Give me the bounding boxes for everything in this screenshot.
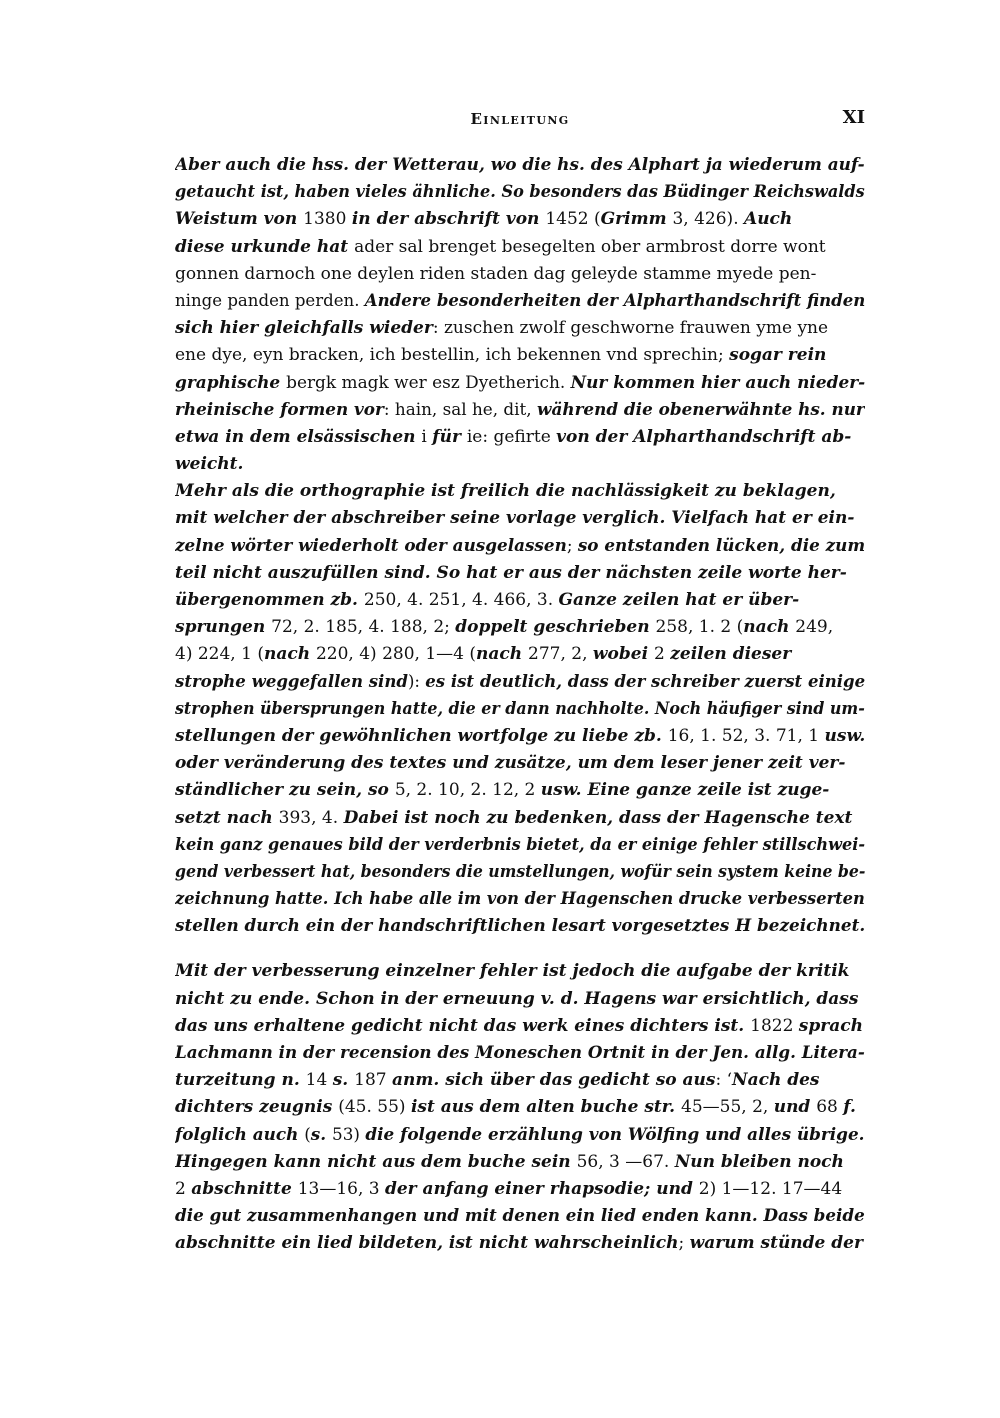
italic-run: Auch (744, 209, 793, 230)
text-line (175, 669, 865, 696)
italic-run: von der Alpharthandschrift ab- (556, 426, 852, 447)
roman-run: 68 (816, 1097, 844, 1118)
italic-run: usw. (824, 725, 865, 746)
italic-run: sprungen (175, 617, 272, 638)
italic-run: wobei (592, 644, 654, 665)
text-line (175, 886, 865, 913)
text-line (175, 1203, 865, 1230)
text-line (175, 723, 865, 750)
italic-run: abschnitte (191, 1178, 298, 1199)
text-line (175, 614, 865, 641)
italic-run: getaucht ist, haben vieles ähnliche. So besonders das Büdinger Reichswalds (175, 182, 865, 203)
italic-run: abschnitte ein lied bildeten, ist nicht wahrscheinlich (175, 1233, 679, 1254)
text-line (175, 1040, 865, 1067)
roman-run: : ‘ (715, 1070, 733, 1091)
text-line (175, 587, 865, 614)
roman-run: 14 (305, 1070, 333, 1091)
roman-run: 220, 4) 280, 1—4 ( (315, 644, 477, 665)
italic-run: während die obenerwähnte hs. nur (536, 399, 865, 420)
italic-run: kein ganz genaues bild der verderbnis bietet, da er einige fehler stillschwei- (175, 834, 865, 855)
italic-run: zeichnung hatte. Ich habe alle im von der Hagenschen drucke verbesserten (175, 889, 865, 910)
italic-run: nicht zu ende. Schon in der erneuung v. d. Hagens war ersichtlich, dass (175, 988, 859, 1009)
roman-run: 187 (354, 1070, 392, 1091)
page-header (175, 107, 865, 140)
italic-run: Mehr als die orthographie ist freilich die nachlässigkeit zu beklagen, (175, 481, 836, 502)
italic-run: setzt nach (175, 807, 279, 828)
roman-run: 2 (653, 644, 671, 665)
italic-run: der anfang einer rhapsodie; und (384, 1178, 699, 1199)
italic-run: nach (476, 644, 529, 665)
text-line (175, 859, 865, 886)
text-line (175, 288, 865, 315)
text-line (175, 505, 865, 532)
italic-run: Aber auch die hss. der Wetterau, wo die hs. des Alphart ja wiederum auf- (175, 155, 865, 175)
roman-run: ninge panden perden. (175, 290, 365, 311)
text-line (175, 1067, 865, 1094)
roman-run: 53) (332, 1124, 366, 1145)
text-line (175, 560, 865, 587)
text-line (175, 1149, 865, 1176)
italic-run: teil nicht auszufüllen sind. So hat er aus der nächsten zeile worte her- (175, 562, 847, 583)
italic-run: Grimm (600, 209, 673, 230)
italic-run: strophe weggefallen sind (175, 671, 408, 692)
text-line (175, 315, 865, 342)
text-line (175, 1176, 865, 1203)
italic-run: s. (310, 1124, 333, 1145)
text-line (175, 206, 865, 233)
text-line (175, 696, 865, 723)
roman-run: 3, 426). (672, 209, 744, 230)
italic-run: Weistum von (175, 209, 304, 230)
italic-run: zelne wörter wiederholt oder ausgelassen (175, 535, 567, 556)
roman-run: 5, 2. 10, 2. 12, 2 (394, 780, 541, 801)
italic-run: die gut zusammenhangen und mit denen ein lied enden kann. Dass beide (175, 1206, 865, 1227)
italic-run: Nun bleiben noch (674, 1151, 844, 1172)
italic-run: etwa in dem elsässischen (175, 426, 422, 447)
text-line (175, 179, 865, 206)
text-line (175, 533, 865, 560)
italic-run: die folgende erzählung von Wölfing und alles übrige. (365, 1124, 865, 1145)
roman-run: i (421, 426, 433, 447)
text-line (175, 370, 865, 397)
roman-run: 277, 2, (528, 644, 593, 665)
italic-run: übergenommen zb. (175, 590, 364, 610)
italic-run: diese urkunde hat (175, 236, 355, 257)
italic-run: Andere besonderheiten der Alpharthandschrift finden (364, 290, 865, 311)
text-line (175, 805, 865, 832)
roman-run: 258, 1. 2 ( (655, 617, 744, 638)
text-line (175, 750, 865, 777)
text-line (175, 152, 865, 179)
italic-run: Dabei ist noch zu bedenken, dass der Hagensche text (343, 807, 853, 828)
italic-run: dichters zeugnis (175, 1097, 339, 1118)
text-line (175, 1230, 865, 1257)
italic-run: in der abschrift von (351, 209, 546, 230)
italic-run: nach (743, 617, 796, 638)
roman-run: ; (678, 1233, 690, 1254)
italic-run: Nur kommen hier auch nieder- (570, 372, 865, 393)
roman-run: 1380 (303, 209, 352, 230)
italic-run: mit welcher der abschreiber seine vorlage verglich. Vielfach hat er ein- (175, 508, 855, 529)
italic-run: Hingegen kann nicht aus dem buche sein (175, 1151, 577, 1172)
italic-run: für (432, 426, 467, 447)
roman-run: 393, 4. (278, 807, 344, 828)
italic-run: graphische (175, 372, 287, 393)
text-line (175, 958, 865, 985)
italic-run: doppelt geschrieben (455, 617, 656, 638)
italic-run: ist aus dem alten buche str. (410, 1097, 681, 1118)
text-line (175, 1013, 865, 1040)
italic-run: gend verbessert hat, besonders die umstellungen, wofür sein system keine be- (175, 861, 865, 882)
roman-run: bergk magk wer esz Dyetherich. (286, 372, 571, 393)
roman-run: ie: gefirte (466, 426, 557, 447)
roman-run: 16, 1. 52, 3. 71, 1 (667, 725, 825, 746)
italic-run: Lachmann in der recension des Moneschen Ortnit in der Jen. allg. Litera- (175, 1043, 865, 1063)
italic-run: es ist deutlich, dass der schreiber zuerst einige (425, 671, 865, 692)
italic-run: sprach (798, 1015, 863, 1036)
roman-run: (45. 55) (338, 1097, 411, 1118)
italic-run: anm. sich über das gedicht so aus (392, 1070, 716, 1091)
italic-run: sogar rein (729, 345, 827, 366)
italic-run: folglich auch (175, 1124, 305, 1145)
text-line (175, 777, 865, 804)
text-line (175, 478, 865, 505)
roman-run: 13—16, 3 (297, 1178, 385, 1199)
roman-run: ): (407, 671, 426, 692)
italic-run: Ganze zeilen hat er über- (558, 590, 800, 610)
roman-run: : hain, sal he, dit, (383, 399, 537, 420)
text-line (175, 234, 865, 261)
italic-run: f. (843, 1097, 856, 1118)
text-line (175, 397, 865, 424)
roman-run: 56, 3 —67. (576, 1151, 675, 1172)
text-line (175, 261, 865, 288)
italic-run: stellen durch ein der handschriftlichen lesart vorgesetztes H bezeichnet. (175, 916, 865, 937)
text-line (175, 451, 865, 478)
roman-run: 72, 2. 185, 4. 188, 2; (271, 617, 456, 638)
roman-run: ader sal brenget besegelten ober armbrost dorre wont (354, 236, 826, 257)
text-line (175, 342, 865, 369)
italic-run: warum stünde der (689, 1233, 863, 1254)
text-line (175, 832, 865, 859)
roman-run: ; (566, 535, 578, 556)
text-line (175, 913, 865, 940)
text-line (175, 1094, 865, 1121)
running-head: Einleitung (470, 110, 570, 128)
italic-run: weicht. (175, 454, 244, 475)
roman-run: 1452 ( (545, 209, 601, 230)
text-line (175, 424, 865, 451)
roman-run: ene dye, eyn bracken, ich bestellin, ich bekennen vnd sprechin; (175, 345, 730, 366)
italic-run: stellungen der gewöhnlichen wortfolge zu liebe zb. (175, 725, 668, 746)
italic-run: zeilen dieser (670, 644, 792, 665)
roman-run: 4) 224, 1 ( (175, 644, 264, 665)
italic-run: strophen übersprungen hatte, die er dann nachholte. Noch häufiger sind um- (175, 698, 865, 719)
page-number: XI (842, 107, 865, 128)
italic-run: s. (332, 1070, 355, 1091)
italic-run: usw. Eine ganze zeile ist zuge- (540, 780, 830, 801)
body-text (175, 152, 865, 1258)
italic-run: und (773, 1097, 817, 1118)
italic-run: rheinische formen vor (175, 399, 384, 420)
roman-run: 249, (795, 617, 834, 638)
italic-run: ständlicher zu sein, so (175, 780, 395, 801)
italic-run: oder veränderung des textes und zusätze, um dem leser jener zeit ver- (175, 753, 846, 774)
italic-run: Nach des (732, 1070, 820, 1091)
paragraph-gap (175, 940, 865, 958)
italic-run: turzeitung n. (175, 1070, 306, 1091)
roman-run: 2) 1—12. 17—44 (698, 1178, 843, 1199)
text-line (175, 1122, 865, 1149)
italic-run: so entstanden lücken, die zum (577, 535, 865, 556)
italic-run: Mit der verbesserung einzelner fehler ist jedoch die aufgabe der kritik (175, 961, 850, 982)
italic-run: nach (263, 644, 316, 665)
roman-run: 250, 4. 251, 4. 466, 3. (363, 590, 559, 610)
roman-run: 2 (175, 1178, 192, 1199)
roman-run: 45—55, 2, (681, 1097, 774, 1118)
roman-run: ( (304, 1124, 311, 1145)
roman-run: gonnen darnoch one deylen riden staden dag geleyde stamme myede pen- (175, 263, 817, 284)
italic-run: das uns erhaltene gedicht nicht das werk eines dichters ist. (175, 1015, 751, 1036)
roman-run: 1822 (750, 1015, 799, 1036)
text-line (175, 641, 865, 668)
italic-run: sich hier gleichfalls wieder (175, 318, 433, 339)
roman-run: : zuschen zwolf geschworne frauwen yme yne (432, 318, 829, 339)
text-line (175, 986, 865, 1013)
